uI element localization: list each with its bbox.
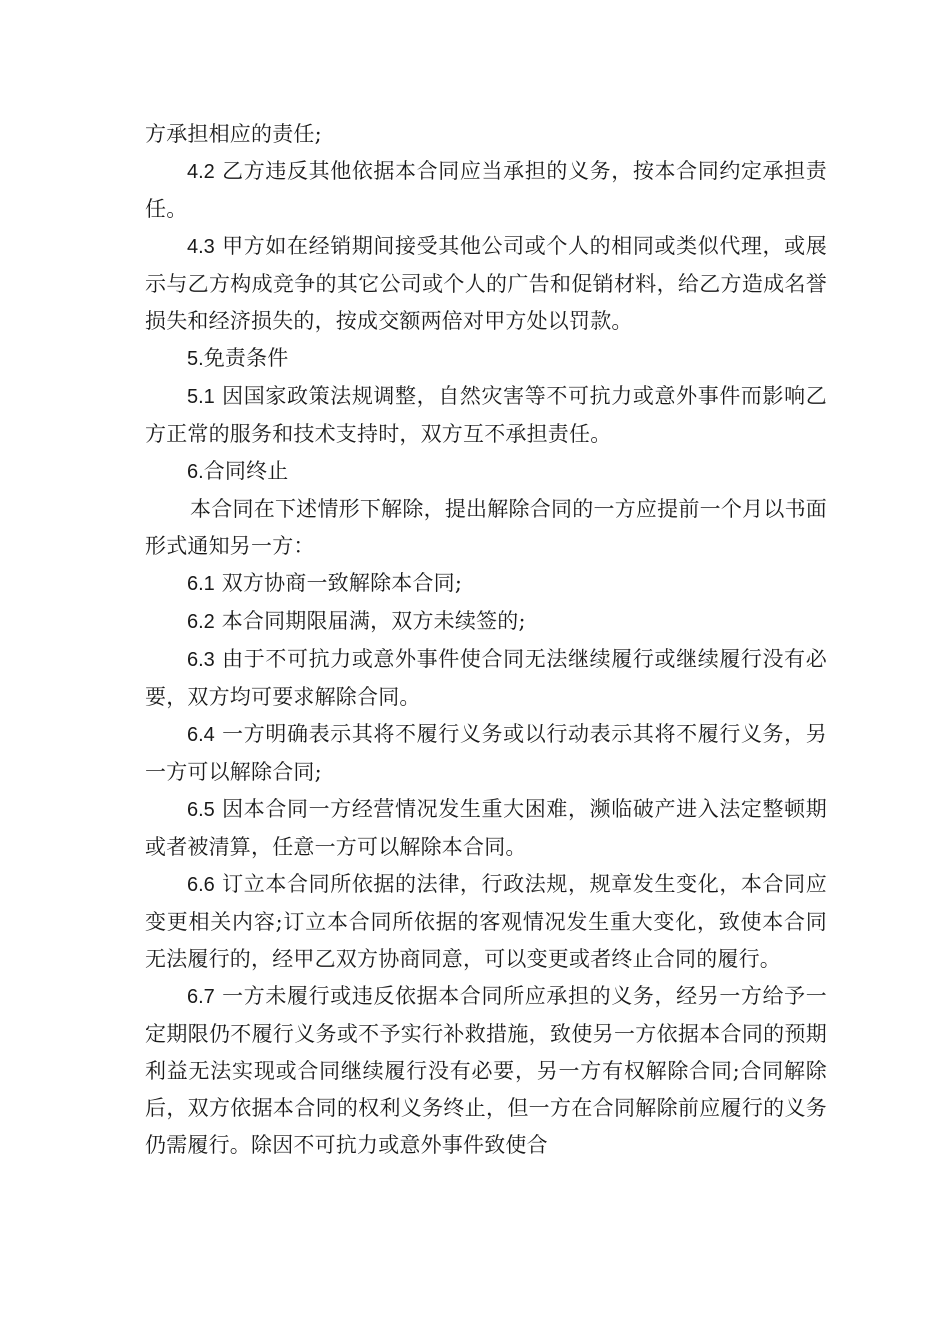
paragraph-text: 本合同在下述情形下解除，提出解除合同的一方应提前一个月以书面形式通知另一方： bbox=[145, 497, 827, 558]
paragraph-text: 双方协商一致解除本合同; bbox=[214, 571, 463, 595]
clause-number: 6.2 bbox=[187, 611, 215, 633]
paragraph-text: 因国家政策法规调整，自然灾害等不可抗力或意外事件而影响乙方正常的服务和技术支持时，双方互不承担责任。 bbox=[145, 384, 827, 446]
paragraph-clause-6-3 bbox=[145, 641, 827, 716]
clause-number: 5.1 bbox=[187, 386, 215, 408]
paragraph-clause-4-2 bbox=[145, 153, 827, 228]
paragraph-clause-6-1 bbox=[145, 565, 827, 603]
section-number: 6. bbox=[187, 461, 204, 483]
clause-number: 6.7 bbox=[187, 986, 215, 1008]
section-title: 免责条件 bbox=[203, 346, 289, 370]
paragraph-clause-6-6 bbox=[145, 866, 827, 978]
clause-number: 6.1 bbox=[187, 573, 215, 595]
clause-number: 6.6 bbox=[187, 874, 215, 896]
paragraph-clause-4-3 bbox=[145, 228, 827, 340]
paragraph-text: 一方明确表示其将不履行义务或以行动表示其将不履行义务，另一方可以解除合同; bbox=[145, 722, 827, 784]
clause-number: 4.2 bbox=[187, 161, 215, 183]
paragraph-clause-6-7 bbox=[145, 978, 827, 1164]
paragraph-continuation bbox=[145, 116, 827, 153]
paragraph-text: 乙方违反其他依据本合同应当承担的义务，按本合同约定承担责任。 bbox=[145, 159, 827, 221]
section-title: 合同终止 bbox=[203, 459, 289, 483]
paragraph-text: 本合同期限届满，双方未续签的; bbox=[214, 609, 526, 633]
section-heading-5 bbox=[145, 340, 827, 378]
paragraph-text: 甲方如在经销期间接受其他公司或个人的相同或类似代理，或展示与乙方构成竞争的其它公司或个人的广告和促销材料，给乙方造成名誉损失和经济损失的，按成交额两倍对甲方处以罚款。 bbox=[145, 234, 827, 333]
clause-number: 6.5 bbox=[187, 799, 215, 821]
paragraph-clause-6-4 bbox=[145, 716, 827, 791]
paragraph-text: 因本合同一方经营情况发生重大困难，濒临破产进入法定整顿期或者被清算，任意一方可以解除本合同。 bbox=[145, 797, 827, 859]
paragraph-text: 订立本合同所依据的法律，行政法规，规章发生变化，本合同应变更相关内容;订立本合同所依据的客观情况发生重大变化，致使本合同无法履行的，经甲乙双方协商同意，可以变更或者终止合同的履行。 bbox=[145, 872, 827, 971]
paragraph-clause-6-2 bbox=[145, 603, 827, 641]
paragraph-clause-5-1 bbox=[145, 378, 827, 453]
paragraph-termination-intro bbox=[145, 491, 827, 565]
section-heading-6 bbox=[145, 453, 827, 491]
clause-number: 4.3 bbox=[187, 236, 215, 258]
section-number: 5. bbox=[187, 348, 204, 370]
paragraph-text: 方承担相应的责任; bbox=[145, 122, 322, 146]
clause-number: 6.3 bbox=[187, 649, 215, 671]
clause-number: 6.4 bbox=[187, 724, 215, 746]
paragraph-text: 一方未履行或违反依据本合同所应承担的义务，经另一方给予一定期限仍不履行义务或不予实行补救措施，致使另一方依据本合同的预期利益无法实现或合同继续履行没有必要，另一方有权解除合同;合同解除后，双方依据本合同的权利义务终止，但一方在合同解除前应履行的义务仍需履行。除因不可抗力或意外事件致使合 bbox=[145, 984, 827, 1157]
paragraph-clause-6-5 bbox=[145, 791, 827, 866]
paragraph-text: 由于不可抗力或意外事件使合同无法继续履行或继续履行没有必要，双方均可要求解除合同。 bbox=[145, 647, 827, 709]
document-page bbox=[145, 116, 827, 1164]
